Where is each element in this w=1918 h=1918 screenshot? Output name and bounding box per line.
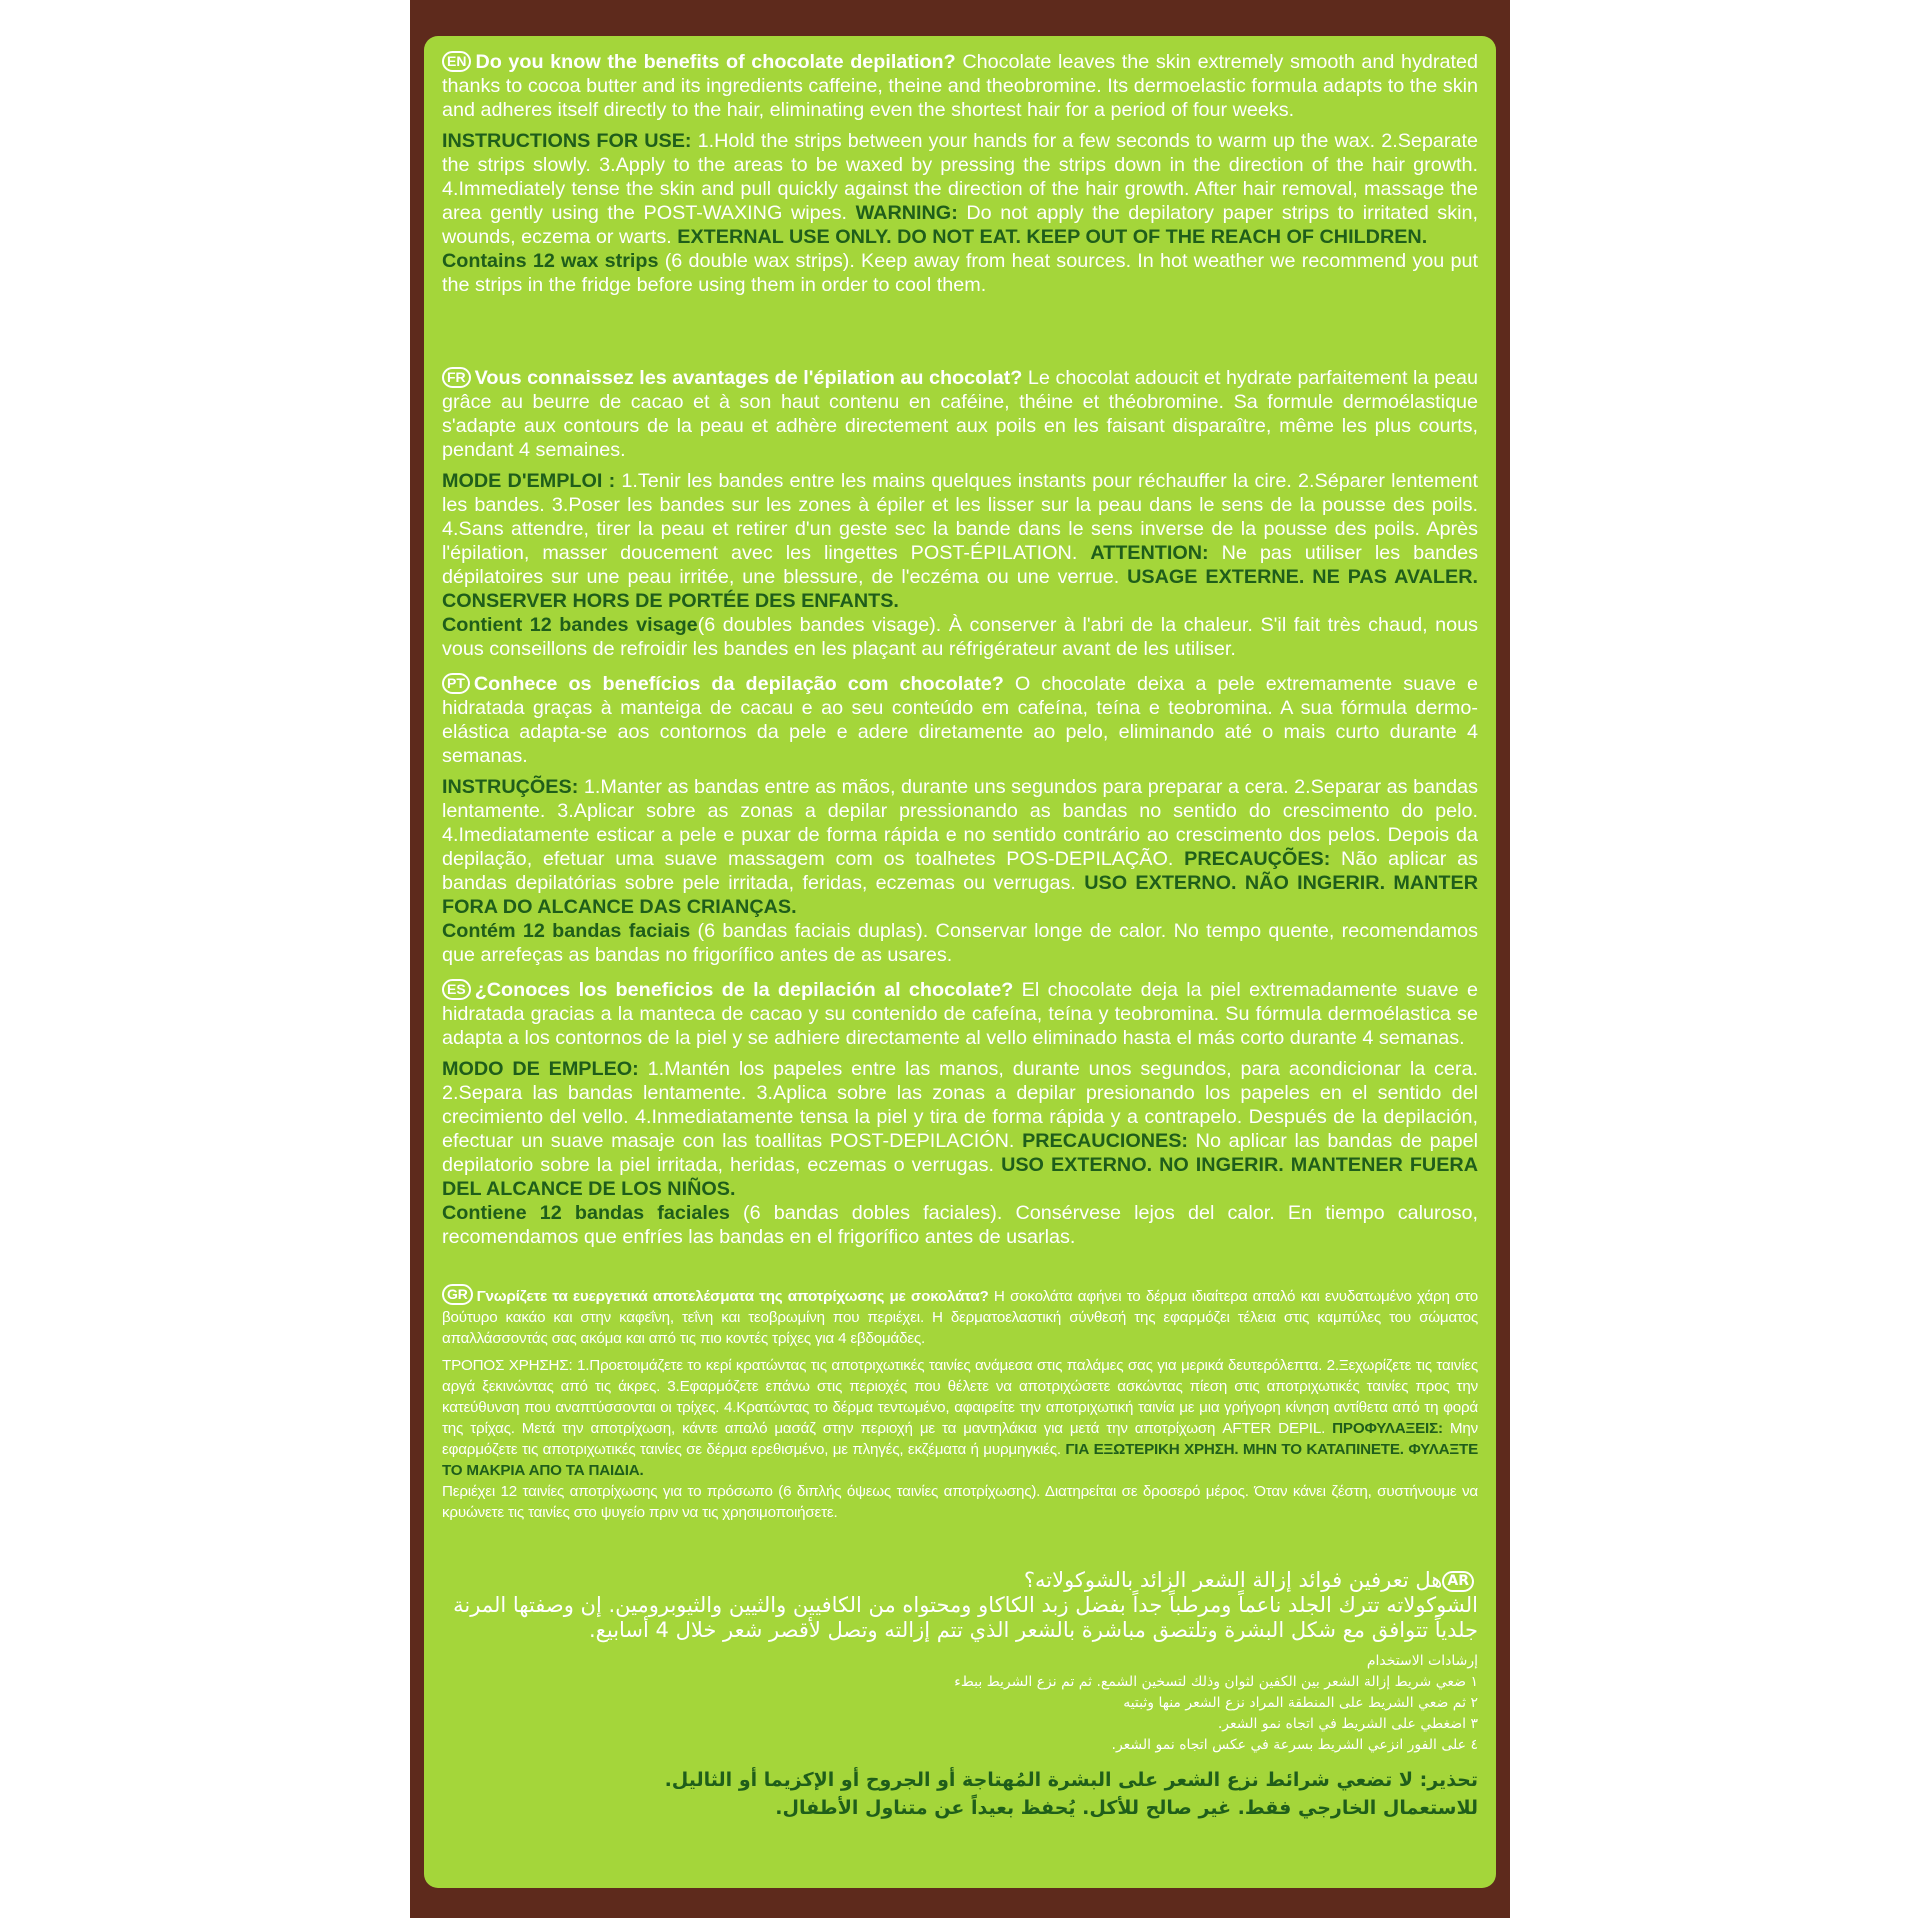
ar-caution: للاستعمال الخارجي فقط. غير صالح للأكل. يُحفظ بعيداً عن متناول الأطفال. <box>775 1797 1478 1819</box>
gr-intro: Η σοκολάτα αφήνει το δέρμα ιδιαίτερα απαλό και ενυδατωμένο χάρη στο βούτυρο κακάο και στην καφεΐνη, τεΐνη και τεοβρωμίνη που περιέχει. Η δερματοελαστική σύνθεσή της εφαρμόζει τέλεια στις καμπύλες του σώματος απαλλάσσοντάς σας ακόμα και από τις πιο κοντές τρίχες για 4 εβδομάδες. <box>442 1288 1478 1347</box>
pt-caution: USO EXTERNO. NÃO INGERIR. MANTER FORA DO ALCANCE DAS CRIANÇAS. <box>442 872 1478 918</box>
gr-instructions-label: ΤΡΟΠΟΣ ΧΡΗΣΗΣ: <box>442 1357 573 1374</box>
en-contents-paragraph <box>442 249 1478 297</box>
ar-instructions-label: إرشادات الاستخدام <box>1366 1653 1478 1669</box>
fr-title: Vous connaissez les avantages de l'épilation au chocolat? <box>474 367 1023 389</box>
es-contents-label: Contiene 12 bandas faciales <box>442 1202 730 1224</box>
pt-contents-label: Contém 12 bandas faciais <box>442 920 691 942</box>
gr-warning: Μην εφαρμόζετε τις αποτριχωτικές ταινίες σε δέρμα ερεθισμένο, με πληγές, εκζέματα ή μυρμηγκιές. <box>442 1420 1478 1458</box>
en-instructions-paragraph <box>442 129 1478 249</box>
pt-contents-paragraph <box>442 919 1478 967</box>
en-title: Do you know the benefits of chocolate depilation? <box>475 51 956 73</box>
en-warning: Do not apply the depilatory paper strips to irritated skin, wounds, eczema or warts. <box>442 202 1478 248</box>
es-warning-label: PRECAUCIONES: <box>1022 1130 1189 1152</box>
es-caution: USO EXTERNO. NO INGERIR. MANTENER FUERA DEL ALCANCE DE LOS NIÑOS. <box>442 1154 1478 1200</box>
fr-language-badge: FR <box>442 367 471 388</box>
gr-contents-paragraph <box>442 1481 1478 1523</box>
gr-language-badge: GR <box>442 1284 473 1305</box>
ar-title-line <box>442 1568 1478 1593</box>
gr-title: Γνωρίζετε τα ευεργετικά αποτελέσματα της αποτρίχωσης με σοκολάτα? <box>476 1288 989 1305</box>
es-language-badge: ES <box>442 979 471 1000</box>
pt-instructions-paragraph <box>442 775 1478 919</box>
pt-instructions: 1.Manter as bandas entre as mãos, durante uns segundos para preparar a cera. 2.Separar as bandas lentamente. 3.Aplicar sobre as zonas a depilar pressionando as bandas no sentido do crescimento do pelo. 4.Imediatamente esticar a pele e puxar de forma rápida e no sentido contrário ao crescimento dos pelos. Depois da depilação, efetuar uma suave massagem com os toalhetes POS-DEPILAÇÃO. <box>442 776 1478 870</box>
ar-intro: الشوكولاته تترك الجلد ناعماً ومرطباً جداً بفضل زبد الكاكاو ومحتواه من الكافيين والثيين والثيوبرومين. إن وصفتها المرنة جلدياً تتوافق مع شكل البشرة وتلتصق مباشرة بالشعر الذي تتم إزالته وتصل لأقصر شعر خلال 4 أسابيع. <box>453 1593 1478 1642</box>
fr-contents: (6 doubles bandes visage). À conserver à l'abri de la chaleur. S'il fait très chaud, nous vous conseillons de refroidir les bandes en les plaçant au réfrigérateur avant de les utiliser. <box>442 614 1478 660</box>
ar-step: ٣ اضغطي على الشريط في اتجاه نمو الشعر. <box>1217 1716 1478 1732</box>
es-contents: (6 bandas dobles faciales). Consérvese lejos del calor. En tiempo caluroso, recomendamos que enfríes las bandas en el frigorífico antes de usarlas. <box>442 1202 1478 1248</box>
en-contents-label: Contains 12 wax strips <box>442 250 659 272</box>
en-contents: (6 double wax strips). Keep away from heat sources. In hot weather we recommend you put the strips in the fridge before using them in order to cool them. <box>442 250 1478 296</box>
ar-language-badge: AR <box>1442 1571 1474 1592</box>
gr-contents: Περιέχει 12 ταινίες αποτρίχωσης για το πρόσωπο (6 διπλής όψεως ταινίες αποτρίχωσης). Διατηρείται σε δροσερό μέρος. Όταν κάνει ζέστη, συστήνουμε να κρυώνετε τις ταινίες στο ψυγείο πριν να τις χρησιμοποιήσετε. <box>442 1483 1478 1521</box>
es-intro: El chocolate deja la piel extremadamente suave e hidratada gracias a la manteca de cacao y su contenido de cafeína, teína y teobromina. Su fórmula dermoélastica se adapta a los contornos de la piel y se adhiere directamente al vello eliminado hasta el más corto durante 4 semanas. <box>442 979 1478 1049</box>
section-ar <box>442 1568 1478 1822</box>
pt-warning: Não aplicar as bandas depilatórias sobre pele irritada, feridas, eczemas ou verrugas. <box>442 848 1478 894</box>
section-gr <box>442 1284 1478 1523</box>
gr-caution: ΓΙΑ ΕΞΩΤΕΡΙΚΗ ΧΡΗΣΗ. ΜΗΝ ΤΟ ΚΑΤΑΠΙΝΕΤΕ. ΦΥΛΑΞΤΕ ΤΟ ΜΑΚΡΙΑ ΑΠΟ ΤΑ ΠΑΙΔΙΑ. <box>442 1441 1479 1479</box>
es-title: ¿Conoces los beneficios de la depilación al chocolate? <box>474 979 1014 1001</box>
gr-instructions: 1.Προετοιμάζετε το κερί κρατώντας τις αποτριχωτικές ταινίες ανάμεσα στις παλάμες σας για μερικά δευτερόλεπτα. 2.Ξεχωρίζετε τις ταινίες αργά ξεκινώντας από τις άκρες. 3.Εφαρμόζετε επάνω στις περιοχές που θέλετε να αποτριχώσετε ασκώντας πίεση στις αποτριχωτικές ταινίες προς την κατεύθυνση που αναπτύσσονται οι τρίχες. 4.Κρατώντας το δέρμα τεντωμένο, αφαιρείτε την αποτριχωτική ταινία με μια γρήγορη κίνηση αντίθετα από τη φορά της τρίχας. Μετά την αποτρίχωση, κάντε απαλό μασάζ στην περιοχή με τα μαντηλάκια για μετά την αποτρίχωση AFTER DEPIL. <box>442 1357 1478 1437</box>
pt-warning-label: PRECAUÇÕES: <box>1184 848 1331 870</box>
en-intro-paragraph <box>442 50 1478 122</box>
ar-warning-block <box>442 1766 1478 1822</box>
en-instructions-label: INSTRUCTIONS FOR USE: <box>442 130 692 152</box>
ar-step: ٤ على الفور انزعي الشريط بسرعة في عكس اتجاه نمو الشعر. <box>1111 1737 1478 1753</box>
section-en <box>442 50 1478 297</box>
ar-step: ١ ضعي شريط إزالة الشعر بين الكفين لثوان وذلك لتسخين الشمع. ثم تم نزع الشريط ببطء <box>954 1674 1478 1690</box>
es-warning: No aplicar las bandas de papel depilatorio sobre la piel irritada, heridas, eczemas o verrugas. <box>442 1130 1479 1176</box>
gr-intro-paragraph <box>442 1284 1478 1349</box>
ar-warning: تحذير: لا تضعي شرائط نزع الشعر على البشرة المُهتاجة أو الجروح أو الإكزيما أو الثاليل. <box>664 1769 1478 1791</box>
pt-language-badge: PT <box>442 673 470 694</box>
en-intro: Chocolate leaves the skin extremely smooth and hydrated thanks to cocoa butter and its ingredients caffeine, theine and theobromine. Its dermoelastic formula adapts to the skin and adheres itself directly to the hair, eliminating even the shortest hair for a period of four weeks. <box>442 51 1478 121</box>
es-instructions-label: MODO DE EMPLEO: <box>442 1058 639 1080</box>
fr-instructions: 1.Tenir les bandes entre les mains quelques instants pour réchauffer la cire. 2.Séparer lentement les bandes. 3.Poser les bandes sur les zones à épiler et les lisser sur la peau dans le sens de la pousse des poils. 4.Sans attendre, tirer la peau et retirer d'un geste sec la bande dans le sens inverse de la pousse des poils. Après l'épilation, masser doucement avec les lingettes POST-ÉPILATION. <box>442 470 1478 564</box>
en-instructions: 1.Hold the strips between your hands for a few seconds to warm up the wax. 2.Separate the strips slowly. 3.Apply to the areas to be waxed by pressing the strips down in the direction of the hair growth. 4.Immediately tense the skin and pull quickly against the direction of the hair growth. After hair removal, massage the area gently using the POST-WAXING wipes. <box>442 130 1479 224</box>
fr-instructions-label: MODE D'EMPLOI : <box>442 470 616 492</box>
fr-intro-paragraph <box>442 366 1478 462</box>
section-es <box>442 978 1478 1249</box>
fr-warning-label: ATTENTION: <box>1090 542 1209 564</box>
en-language-badge: EN <box>442 51 471 72</box>
fr-contents-paragraph <box>442 613 1478 661</box>
ar-step: ٢ ثم ضعي الشريط على المنطقة المراد نزع الشعر منها وثبتيه <box>1123 1695 1478 1711</box>
es-instructions-paragraph <box>442 1057 1478 1201</box>
info-panel <box>424 36 1496 1888</box>
en-warning-label: WARNING: <box>855 202 958 224</box>
pt-intro: O chocolate deixa a pele extremamente suave e hidratada graças à manteiga de cacau e ao seu conteúdo em cafeína, teína e teobromina. A sua fórmula dermo-elástica adapta-se aos contornos da pele e adere diretamente ao pelo, eliminando até o mais curto durante 4 semanas. <box>442 673 1479 767</box>
ar-title: هل تعرفين فوائد إزالة الشعر الزائد بالشوكولاته؟ <box>1023 1568 1443 1592</box>
es-instructions: 1.Mantén los papeles entre las manos, durante unos segundos, para acondicionar la cera. 2.Separa las bandas lentamente. 3.Aplica sobre las zonas a depilar presionando los papeles en el sentido del crecimiento del vello. 4.Inmediatamente tensa la piel y tira de forma rápida y a contrapelo. Después de la depilación, efectuar un suave masaje con las toallitas POST-DEPILACIÓN. <box>442 1058 1479 1152</box>
pt-contents: (6 bandas faciais duplas). Conservar longe de calor. No tempo quente, recomendamos que arrefeças as bandas no frigorífico antes de as usares. <box>442 920 1478 966</box>
pt-instructions-label: INSTRUÇÕES: <box>442 776 579 798</box>
pt-title: Conhece os benefícios da depilação com chocolate? <box>473 673 1004 695</box>
section-pt <box>442 672 1478 967</box>
gr-instructions-paragraph <box>442 1355 1478 1481</box>
gr-warning-label: ΠΡΟΦΥΛΑΞΕΙΣ: <box>1332 1420 1443 1437</box>
fr-caution: USAGE EXTERNE. NE PAS AVALER. CONSERVER HORS DE PORTÉE DES ENFANTS. <box>442 566 1478 612</box>
pt-intro-paragraph <box>442 672 1478 768</box>
es-intro-paragraph <box>442 978 1478 1050</box>
en-caution: EXTERNAL USE ONLY. DO NOT EAT. KEEP OUT OF THE REACH OF CHILDREN. <box>677 226 1428 248</box>
fr-intro: Le chocolat adoucit et hydrate parfaitement la peau grâce au beurre de cacao et à son haut contenu en caféine, théine et théobromine. Sa formule dermoélastique s'adapte aux contours de la peau et adhère directement aux poils en les faisant disparaître, même les plus courts, pendant 4 semaines. <box>442 367 1478 461</box>
es-contents-paragraph <box>442 1201 1478 1249</box>
fr-instructions-paragraph <box>442 469 1478 613</box>
section-fr <box>442 366 1478 661</box>
fr-warning: Ne pas utiliser les bandes dépilatoires sur une peau irritée, une blessure, de l'eczéma ou une verrue. <box>442 542 1478 588</box>
fr-contents-label: Contient 12 bandes visage <box>442 614 698 636</box>
